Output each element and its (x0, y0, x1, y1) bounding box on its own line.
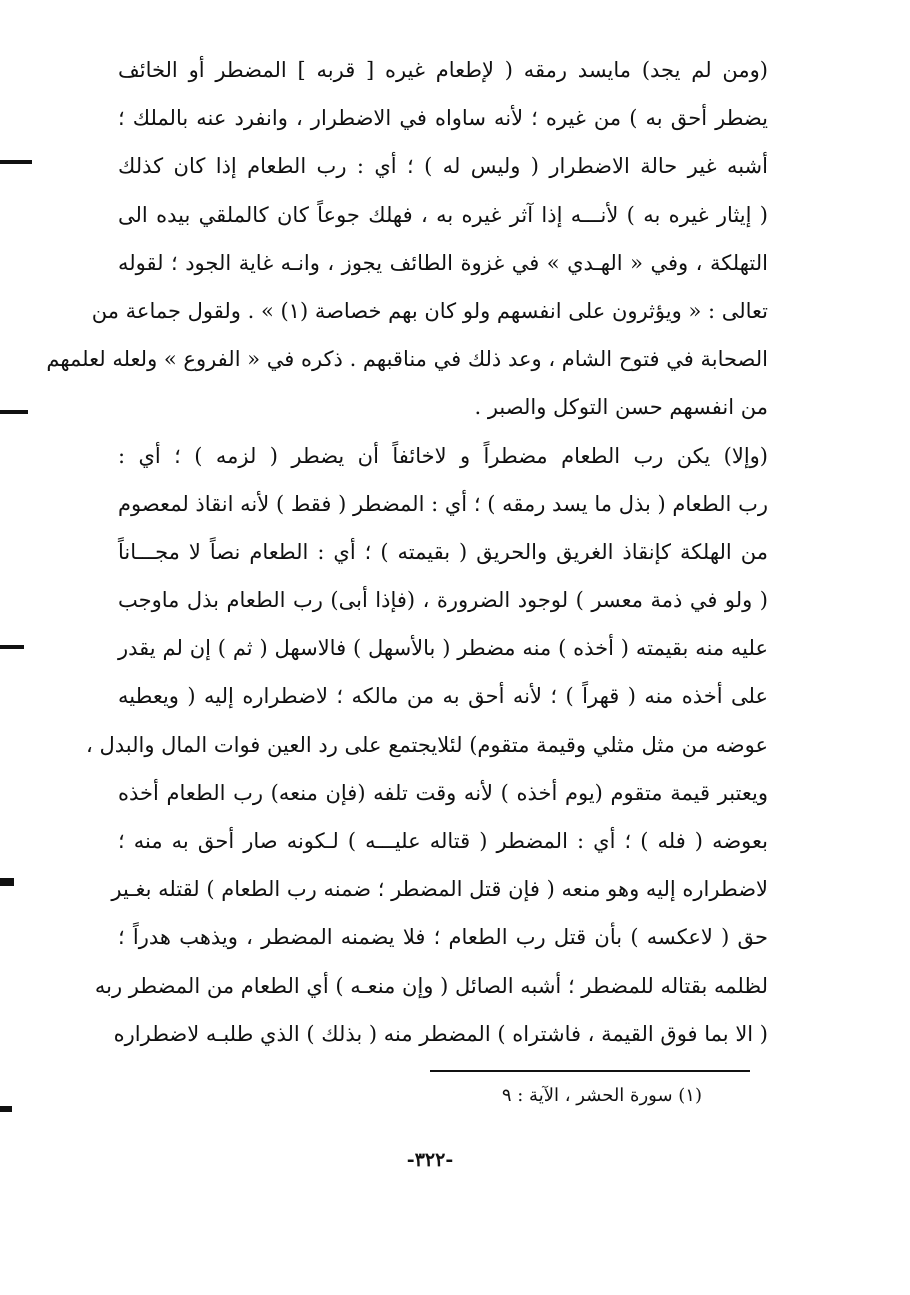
text-line: على أخذه منه ( قهراً ) ؛ لأنه أحق به من مالكه ؛ لاضطراره إليه ( ويعطيه (118, 684, 768, 709)
page-number: -٣٢٢- (406, 1149, 454, 1171)
text-line: بعوضه ( فله ) ؛ أي : المضطر ( قتاله عليـــه ) لـكونه صار أحق به منه ؛ (118, 829, 768, 853)
text-line: رب الطعام ( بذل ما يسد رمقه ) ؛ أي : المضطر ( فقط ) لأنه انقاذ لمعصوم (118, 491, 768, 516)
footnote-separator (430, 1070, 750, 1072)
text-line: من الهلكة كإنقاذ الغريق والحريق ( بقيمته ) ؛ أي : الطعام نصاً لا مجـــاناً (118, 539, 768, 564)
margin-mark (0, 645, 24, 649)
text-line: ويعتبر قيمة متقوم (يوم أخذه ) لأنه وقت تلفه (فإن منعه) رب الطعام أخذه (118, 780, 768, 805)
footnote: (١) سورة الحشر ، الآية : ٩ (501, 1085, 702, 1106)
margin-mark (0, 160, 32, 164)
text-line: عوضه من مثل مثلي وقيمة متقوم) لئلايجتمع على رد العين فوات المال والبدل ، (86, 732, 768, 757)
text-line: يضطر أحق به ) من غيره ؛ لأنه ساواه في الاضطرار ، وانفرد عنه بالملك ؛ (118, 106, 768, 131)
margin-mark (0, 1106, 12, 1112)
text-line: (وإلا) يكن رب الطعام مضطراً و لاخائفاً أن يضطر ( لزمه ) ؛ أي : (118, 443, 768, 468)
text-line: ( الا بما فوق القيمة ، فاشتراه ) المضطر منه ( بذلك ) الذي طلبـه لاضطراره (113, 1021, 768, 1046)
main-text (46, 46, 768, 1058)
text-line: لظلمه بقتاله للمضطر ؛ أشبه الصائل ( وإن منعـه ) أي الطعام من المضطر ربه (94, 973, 768, 998)
margin-mark (0, 410, 28, 414)
text-line: التهلكة ، وفي « الهـدي » في غزوة الطائف يجوز ، وانـه غاية الجود ؛ لقوله (118, 250, 768, 275)
text-line: (ومن لم يجد) مايسد رمقه ( لإطعام غيره [ قربه ] المضطر أو الخائف (118, 58, 768, 82)
text-line: الصحابة في فتوح الشام ، وعد ذلك في مناقبهم . ذكره في « الفروع » ولعله لعلمهم (46, 347, 768, 372)
text-line: عليه منه بقيمته ( أخذه ) منه مضطر ( بالأسهل ) فالاسهل ( ثم ) إن لم يقدر (118, 636, 768, 661)
text-line: لاضطراره إليه وهو منعه ( فإن قتل المضطر ؛ ضمنه رب الطعام ) لقتله بغـير (111, 877, 768, 902)
text-line: ( ولو في ذمة معسر ) لوجود الضرورة ، (فإذا أبى) رب الطعام بذل ماوجب (118, 588, 768, 613)
text-line: حق ( لاعكسه ) بأن قتل رب الطعام ؛ فلا يضمنه المضطر ، ويذهب هدراً ؛ (118, 925, 768, 950)
margin-mark (0, 878, 14, 886)
text-line: تعالى : « ويؤثرون على انفسهم ولو كان بهم خصاصة (١) » . ولقول جماعة من (91, 298, 768, 323)
text-line: ( إيثار غيره به ) لأنـــه إذا آثر غيره به ، فهلك جوعاً كان كالملقي بيده الى (118, 202, 768, 227)
text-line: أشبه غير حالة الاضطرار ( وليس له ) ؛ أي : رب الطعام إذا كان كذلك (118, 154, 768, 179)
text-line: من انفسهم حسن التوكل والصبر . (474, 395, 768, 420)
